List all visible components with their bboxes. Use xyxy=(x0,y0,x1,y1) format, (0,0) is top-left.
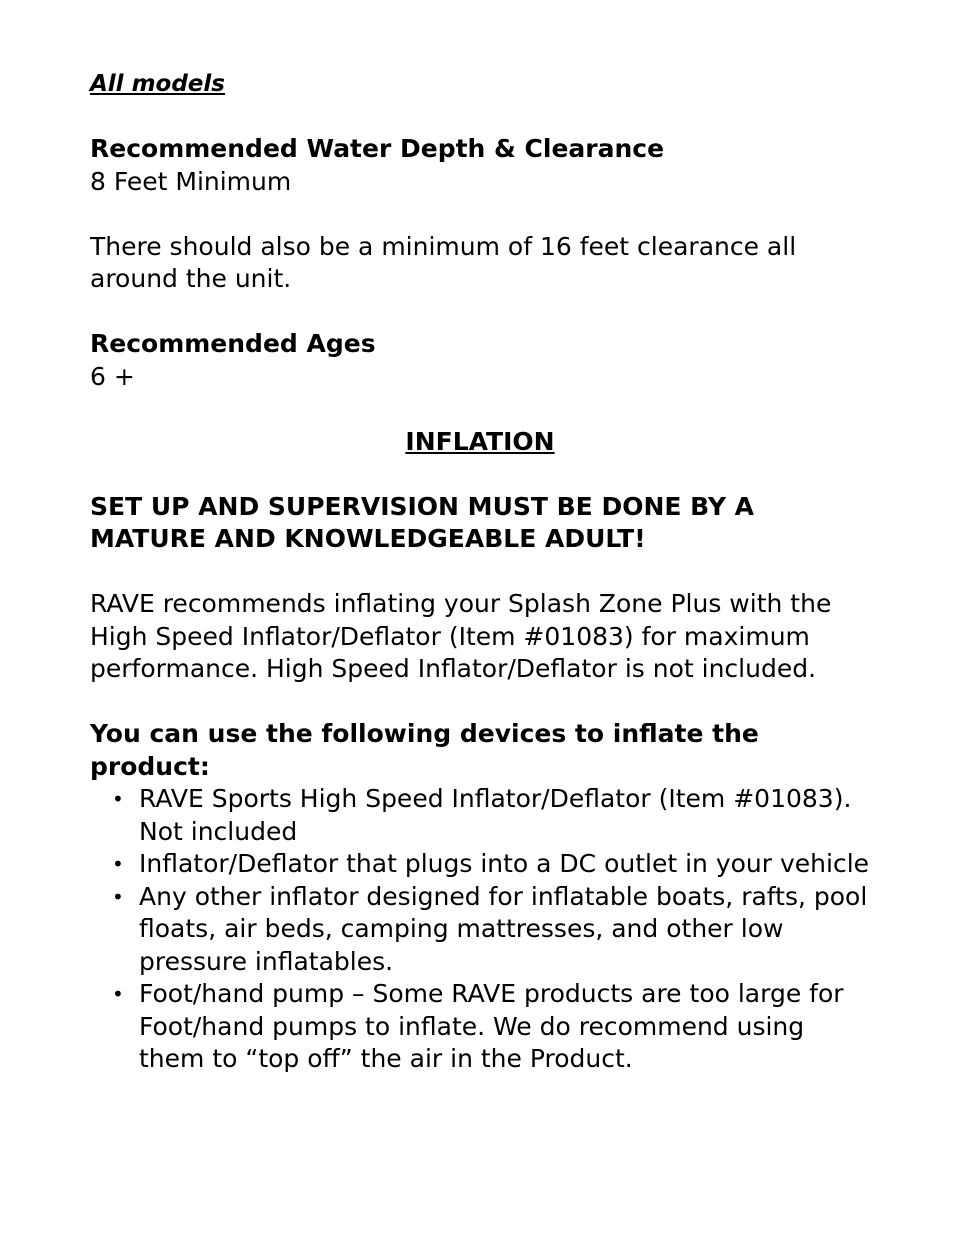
spacer xyxy=(90,198,870,231)
list-item xyxy=(90,783,870,848)
inflation-recommendation: RAVE recommends inflating your Splash Zone Plus with the High Speed Inflator/Deflator (Item #01083) for maximum performance. High Speed Inflator/Deflator is not included. xyxy=(90,589,832,683)
spacer xyxy=(90,556,870,589)
spacer xyxy=(90,101,870,134)
devices-heading: You can use the following devices to inflate the product: xyxy=(90,719,759,781)
ages-value: 6 + xyxy=(90,361,135,391)
spacer xyxy=(90,296,870,329)
device-text: RAVE Sports High Speed Inflator/Deflator (Item #01083). Not included xyxy=(139,784,852,846)
clearance-note: There should also be a minimum of 16 feet clearance all around the unit. xyxy=(90,231,797,293)
spacer xyxy=(90,458,870,491)
bullet-icon: • xyxy=(112,852,124,876)
bullet-icon: • xyxy=(112,787,124,811)
list-item xyxy=(90,881,870,979)
bullet-icon: • xyxy=(112,884,124,909)
list-item xyxy=(90,978,870,1076)
list-item xyxy=(90,848,870,881)
document-page xyxy=(90,68,870,1076)
ages-heading: Recommended Ages xyxy=(90,329,376,358)
device-text: Inflator/Deflator that plugs into a DC outlet in your vehicle xyxy=(139,849,870,878)
water-depth-value: 8 Feet Minimum xyxy=(90,166,292,196)
all-models-label: All models xyxy=(90,71,225,97)
spacer xyxy=(90,393,870,426)
device-text: Foot/hand pump – Some RAVE products are too large for Foot/hand pumps to inflate. We do recommend using them to “top off” the air in the Product. xyxy=(139,979,844,1073)
bullet-icon: • xyxy=(112,982,124,1006)
water-depth-heading: Recommended Water Depth & Clearance xyxy=(90,134,665,163)
supervision-warning: SET UP AND SUPERVISION MUST BE DONE BY A MATURE AND KNOWLEDGEABLE ADULT! xyxy=(90,491,755,553)
inflation-title: INFLATION xyxy=(405,426,555,456)
device-text: Any other inflator designed for inflatable boats, rafts, pool floats, air beds, camping mattresses, and other low pressure inflatables. xyxy=(139,881,868,976)
spacer xyxy=(90,686,870,719)
devices-list xyxy=(90,783,870,1076)
